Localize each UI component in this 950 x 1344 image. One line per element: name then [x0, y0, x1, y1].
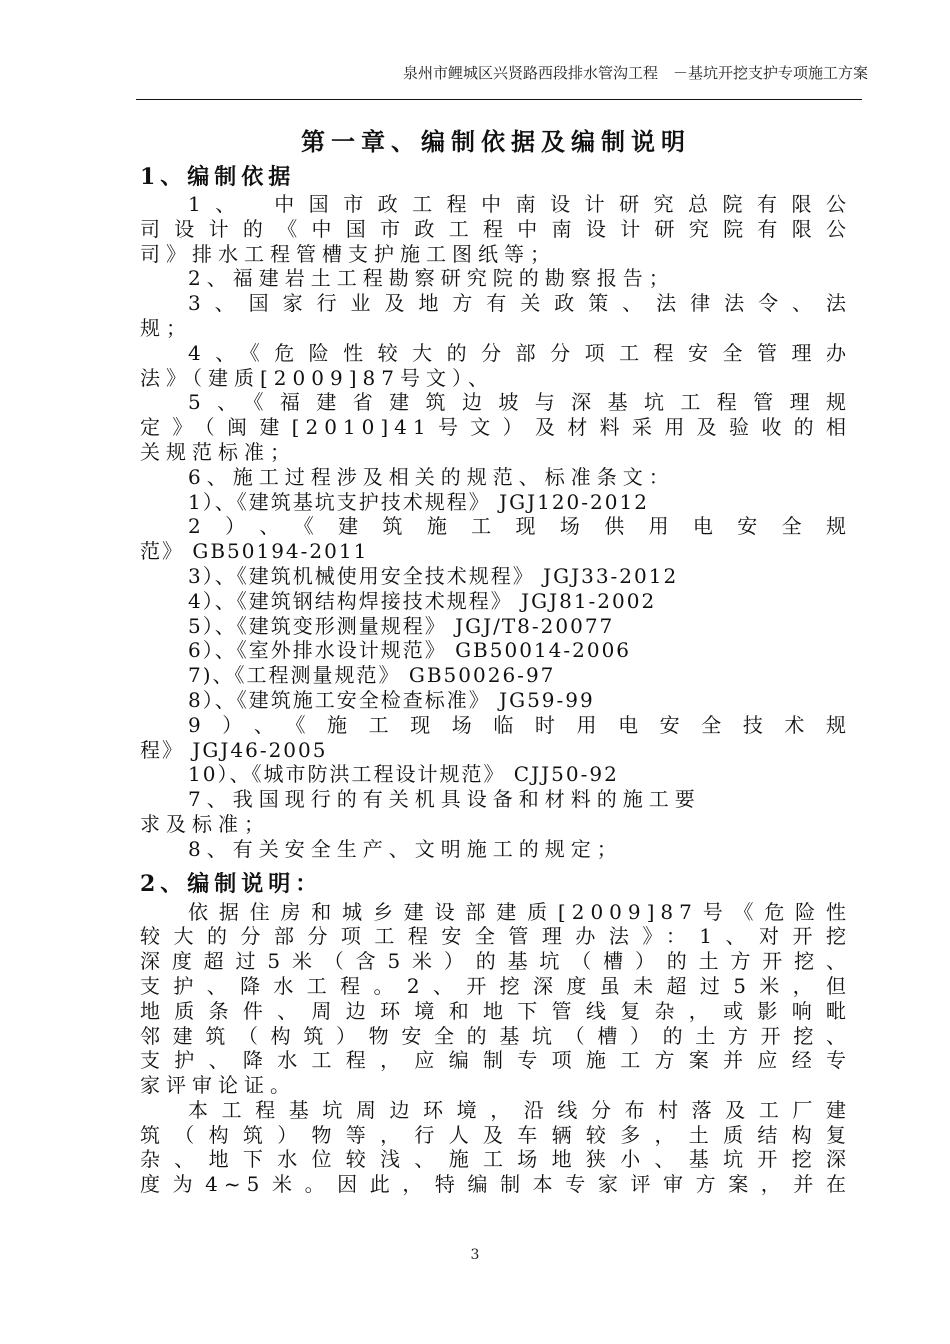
- paragraph-line: 程》 JGJ46-2005: [140, 737, 328, 762]
- paragraph-line: 4、《危险性较大的分部分项工程安全管理办: [188, 340, 852, 365]
- paragraph-line: 深度超过5米（含5米）的基坑（槽）的土方开挖、: [140, 949, 852, 974]
- paragraph-line: 1）、《建筑基坑支护技术规程》 JGJ120-2012: [188, 489, 649, 514]
- section-explanation-body: [140, 900, 852, 1198]
- chapter-title: 第一章、编制依据及编制说明: [301, 127, 691, 156]
- paragraph-line: 3）、《建筑机械使用安全技术规程》 JGJ33-2012: [188, 563, 679, 588]
- paragraph-line: 法》（建质[2009]87号文）、: [140, 365, 494, 390]
- paragraph-line: 求及标准；: [140, 811, 270, 836]
- paragraph-line: 支护、降水工程。2、开挖深度虽未超过5米，但: [140, 973, 852, 998]
- paragraph-line: 6、施工过程涉及相关的规范、标准条文：: [188, 464, 675, 489]
- paragraph-line: 依据住房和城乡建设部建质[2009]87号《危险性: [188, 899, 852, 924]
- paragraph-line: 7)、《工程测量规范》 GB50026-97: [188, 663, 556, 688]
- section-title-basis: 1、编制依据: [140, 164, 296, 190]
- paragraph-line: 筑（构筑）物等，行人及车辆较多，土质结构复: [140, 1122, 852, 1147]
- paragraph-line: 司》排水工程管槽支护施工图纸等；: [140, 241, 556, 266]
- paragraph-line: 范》 GB50194-2011: [140, 539, 369, 564]
- paragraph-line: 邻建筑（构筑）物安全的基坑（槽）的土方开挖、: [140, 1023, 852, 1048]
- paragraph-line: 10）、《城市防洪工程设计规范》 CJJ50-92: [188, 762, 619, 787]
- paragraph-line: 5）、《建筑变形测量规程》 JGJ/T8-20077: [188, 613, 615, 638]
- paragraph-line: 关规范标准；: [140, 439, 296, 464]
- paragraph-line: 本工程基坑周边环境，沿线分布村落及工厂建: [188, 1097, 852, 1122]
- paragraph-line: 8）、《建筑施工安全检查标准》 JG59-99: [188, 687, 595, 712]
- paragraph-line: 1、 中国市政工程中南设计研究总院有限公: [188, 192, 852, 216]
- paragraph-line: 较大的分部分项工程安全管理办法》：1、对开挖: [140, 924, 852, 949]
- paragraph-line: 规；: [140, 315, 192, 340]
- paragraph-line: 地质条件、周边环境和地下管线复杂，或影响毗: [140, 998, 852, 1023]
- page-header: 泉州市鲤城区兴贤路西段排水管沟工程 －基坑开挖支护专项施工方案: [402, 64, 868, 82]
- paragraph-line: 8、有关安全生产、文明施工的规定；: [188, 836, 623, 861]
- section-basis-body: [140, 192, 852, 862]
- paragraph-line: 5、《福建省建筑边坡与深基坑工程管理规: [188, 390, 852, 415]
- paragraph-line: 2、福建岩土工程勘察研究院的勘察报告；: [188, 266, 675, 291]
- paragraph-line: 9）、《施工现场临时用电安全技术规: [188, 712, 852, 737]
- paragraph-line: 2）、《建筑施工现场供用电安全规: [188, 514, 852, 539]
- paragraph-line: 7、我国现行的有关机具设备和材料的施工要: [188, 787, 701, 812]
- paragraph-line: 支护、降水工程，应编制专项施工方案并应经专: [140, 1048, 852, 1073]
- document-body: [140, 122, 852, 1197]
- header-divider: [136, 99, 862, 100]
- paragraph-line: 6）、《室外排水设计规范》 GB50014-2006: [188, 638, 632, 663]
- paragraph-line: 杂、地下水位较浅、施工场地狭小、基坑开挖深: [140, 1147, 852, 1172]
- paragraph-line: 定》（闽建[2010]41号文）及材料采用及验收的相: [140, 415, 852, 440]
- paragraph-line: 4）、《建筑钢结构焊接技术规程》 JGJ81-2002: [188, 588, 657, 613]
- paragraph-line: 家评审论证。: [140, 1073, 296, 1098]
- paragraph-line: 3、国家行业及地方有关政策、法律法令、法: [188, 291, 852, 316]
- section-title-explanation: 2、编制说明：: [140, 870, 323, 897]
- page-number: 3: [470, 1247, 480, 1263]
- paragraph-line: 司设计的《中国市政工程中南设计研究院有限公: [140, 216, 852, 241]
- paragraph-line: 度为4~5米。因此，特编制本专家评审方案，并在: [140, 1172, 852, 1197]
